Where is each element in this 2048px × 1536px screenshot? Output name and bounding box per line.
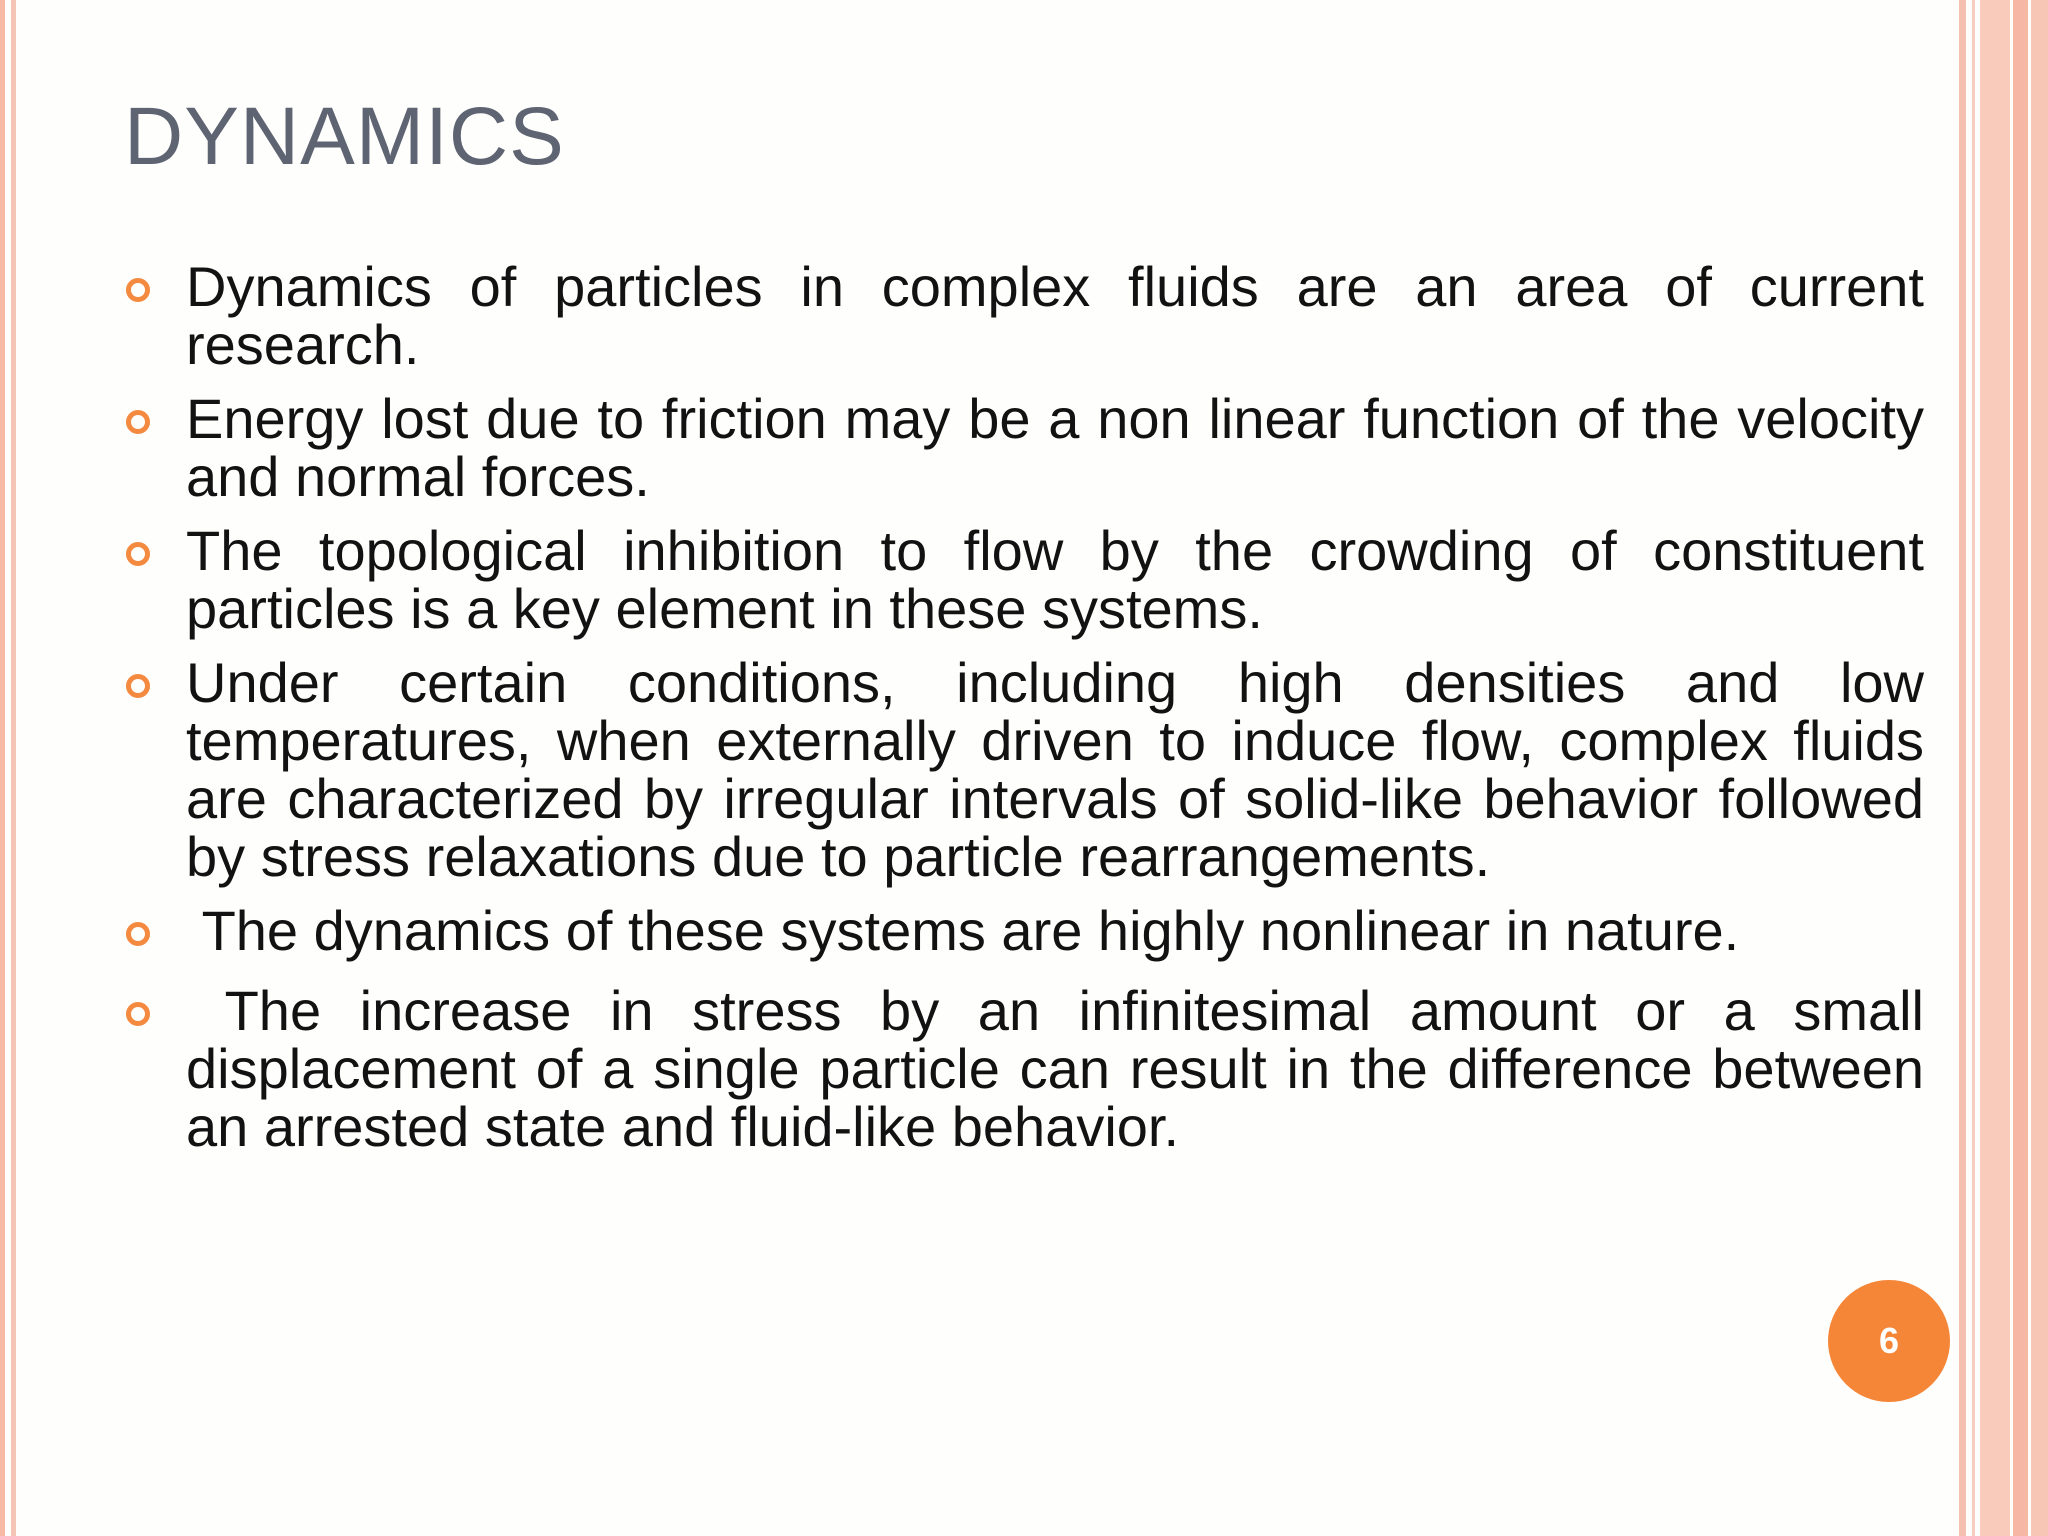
bullet-text: Energy lost due to friction may be a non linear function of the velocity and normal forces.	[186, 387, 1924, 508]
page-number: 6	[1878, 1320, 1900, 1361]
bullet-item	[126, 387, 1924, 508]
bullet-text: The dynamics of these systems are highly nonlinear in nature.	[186, 899, 1740, 962]
bullet-item	[126, 899, 1924, 962]
bullet-icon	[126, 542, 150, 566]
bullet-text: The increase in stress by an infinitesimal amount or a small displacement of a single particle can result in the difference between an arrested state and fluid-like behavior.	[186, 979, 1940, 1158]
left-border-stripe-inner	[11, 0, 16, 1536]
bullet-icon	[126, 410, 150, 434]
bullet-text: The topological inhibition to flow by the crowding of constituent particles is a key element in these systems.	[186, 519, 1924, 640]
bullet-text: Under certain conditions, including high densities and low temperatures, when externally driven to induce flow, complex fluids are characterized by irregular intervals of solid-like behavior followed by stress relaxations due to particle rearrangements.	[186, 651, 1924, 888]
bullet-text: Dynamics of particles in complex fluids are an area of current research.	[186, 255, 1924, 376]
right-border-line	[1959, 0, 1966, 1536]
right-border-band-outer	[2031, 0, 2048, 1536]
right-border-line-thin	[1972, 0, 1975, 1536]
bullet-icon	[126, 278, 150, 302]
bullet-item	[126, 255, 1924, 376]
right-border-band-dark	[2013, 0, 2028, 1536]
bullet-list	[126, 255, 1940, 1172]
bullet-icon	[126, 1002, 150, 1026]
bullet-icon	[126, 922, 150, 946]
slide-title: DYNAMICS	[124, 91, 565, 182]
bullet-icon	[126, 674, 150, 698]
right-border-band	[1980, 0, 2010, 1536]
left-border-stripe	[0, 0, 5, 1536]
page-number-badge	[1828, 1280, 1950, 1402]
bullet-item	[126, 979, 1940, 1158]
bullet-item	[126, 519, 1924, 640]
bullet-item	[126, 651, 1924, 888]
